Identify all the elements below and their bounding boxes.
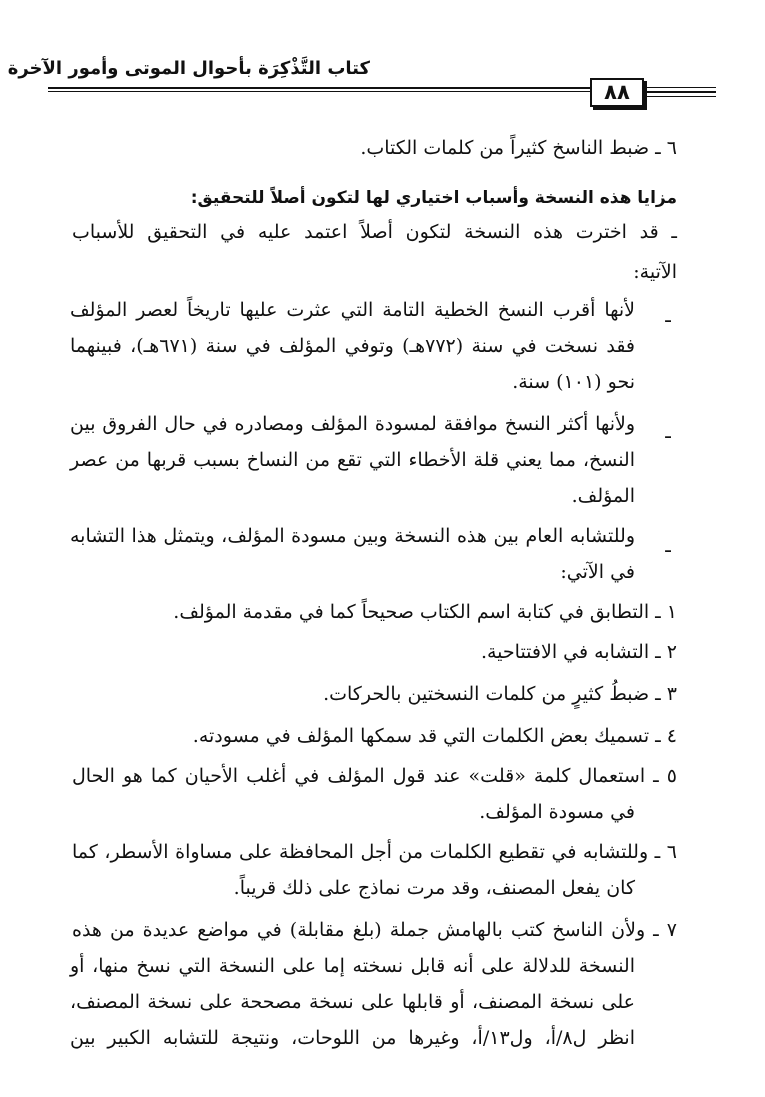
- text-line: كان يفعل المصنف، وقد مرت نماذج على ذلك قريباً.: [233, 877, 635, 899]
- text-line: المؤلف.: [571, 485, 635, 507]
- text-line: ـ قد اخترت هذه النسخة لتكون أصلاً اعتمد عليه في التحقيق للأسباب: [72, 221, 677, 243]
- page-number: ٨٨: [590, 78, 644, 107]
- numbered-item: ٥ ـ استعمال كلمة «قلت» عند قول المؤلف في أغلب الأحيان كما هو الحال: [72, 765, 677, 787]
- text-line: النسخ، مما يعني قلة الأخطاء التي تقع من النساخ بسبب قربها من عصر: [70, 449, 635, 471]
- text-line: على نسخة المصنف، أو قابلها على نسخة مصححة على نسخة المصنف،: [70, 991, 635, 1013]
- numbered-item: ٦ ـ وللتشابه في تقطيع الكلمات من أجل المحافظة على مساواة الأسطر، كما: [72, 841, 677, 863]
- text-line: انظر ل٨/أ، ول١٣/أ، وغيرها من اللوحات، ونتيجة للتشابه الكبير بين: [70, 1027, 635, 1049]
- text-line: لأنها أقرب النسخ الخطية التامة التي عثرت عليها تاريخاً لعصر المؤلف: [70, 299, 635, 321]
- numbered-item: ٣ ـ ضبطُ كثيرٍ من كلمات النسختين بالحركات.: [323, 683, 677, 705]
- text-line: وللتشابه العام بين هذه النسخة وبين مسودة المؤلف، ويتمثل هذا التشابه: [70, 525, 635, 547]
- text-line: ٦ ـ ضبط الناسخ كثيراً من كلمات الكتاب.: [360, 137, 677, 159]
- text-line: نحو (١٠١) سنة.: [512, 371, 635, 393]
- numbered-item: ٤ ـ تسميك بعض الكلمات التي قد سمكها المؤلف في مسودته.: [192, 725, 677, 747]
- text-line: النسخة للدلالة على أنه قابل نسخته إما على النسخة التي نسخ منها، أو: [70, 955, 635, 977]
- text-line: ولأنها أكثر النسخ موافقة لمسودة المؤلف ومصادره في حال الفروق بين: [70, 413, 635, 435]
- text-line: فقد نسخت في سنة (٧٧٢هـ) وتوفي المؤلف في سنة (٦٧١هـ)، فبينهما: [70, 335, 636, 357]
- header-rule-right-mid: [646, 91, 716, 93]
- numbered-item: ٧ ـ ولأن الناسخ كتب بالهامش جملة (بلغ مقابلة) في مواضع عديدة من هذه: [72, 919, 677, 941]
- text-line: في مسودة المؤلف.: [479, 801, 635, 823]
- section-heading: مزايا هذه النسخة وأسباب اختياري لها لتكون أصلاً للتحقيق:: [190, 188, 677, 208]
- header-rule: [48, 87, 593, 89]
- running-title: كتاب التَّذْكِرَة بأحوال الموتى وأمور الآخرة: [7, 58, 370, 79]
- text-line: في الآتي:: [560, 561, 635, 583]
- header-rule-right-bottom: [646, 96, 716, 97]
- bullet-dash: ـ: [665, 421, 671, 443]
- numbered-item: ١ ـ التطابق في كتابة اسم الكتاب صحيحاً كما في مقدمة المؤلف.: [173, 601, 677, 623]
- header-rule-right-top: [646, 87, 716, 88]
- header-rule-thin: [48, 91, 593, 92]
- text-line: الآتية:: [633, 261, 677, 283]
- numbered-item: ٢ ـ التشابه في الافتتاحية.: [480, 641, 677, 663]
- bullet-dash: ـ: [665, 305, 671, 327]
- bullet-dash: ـ: [665, 535, 671, 557]
